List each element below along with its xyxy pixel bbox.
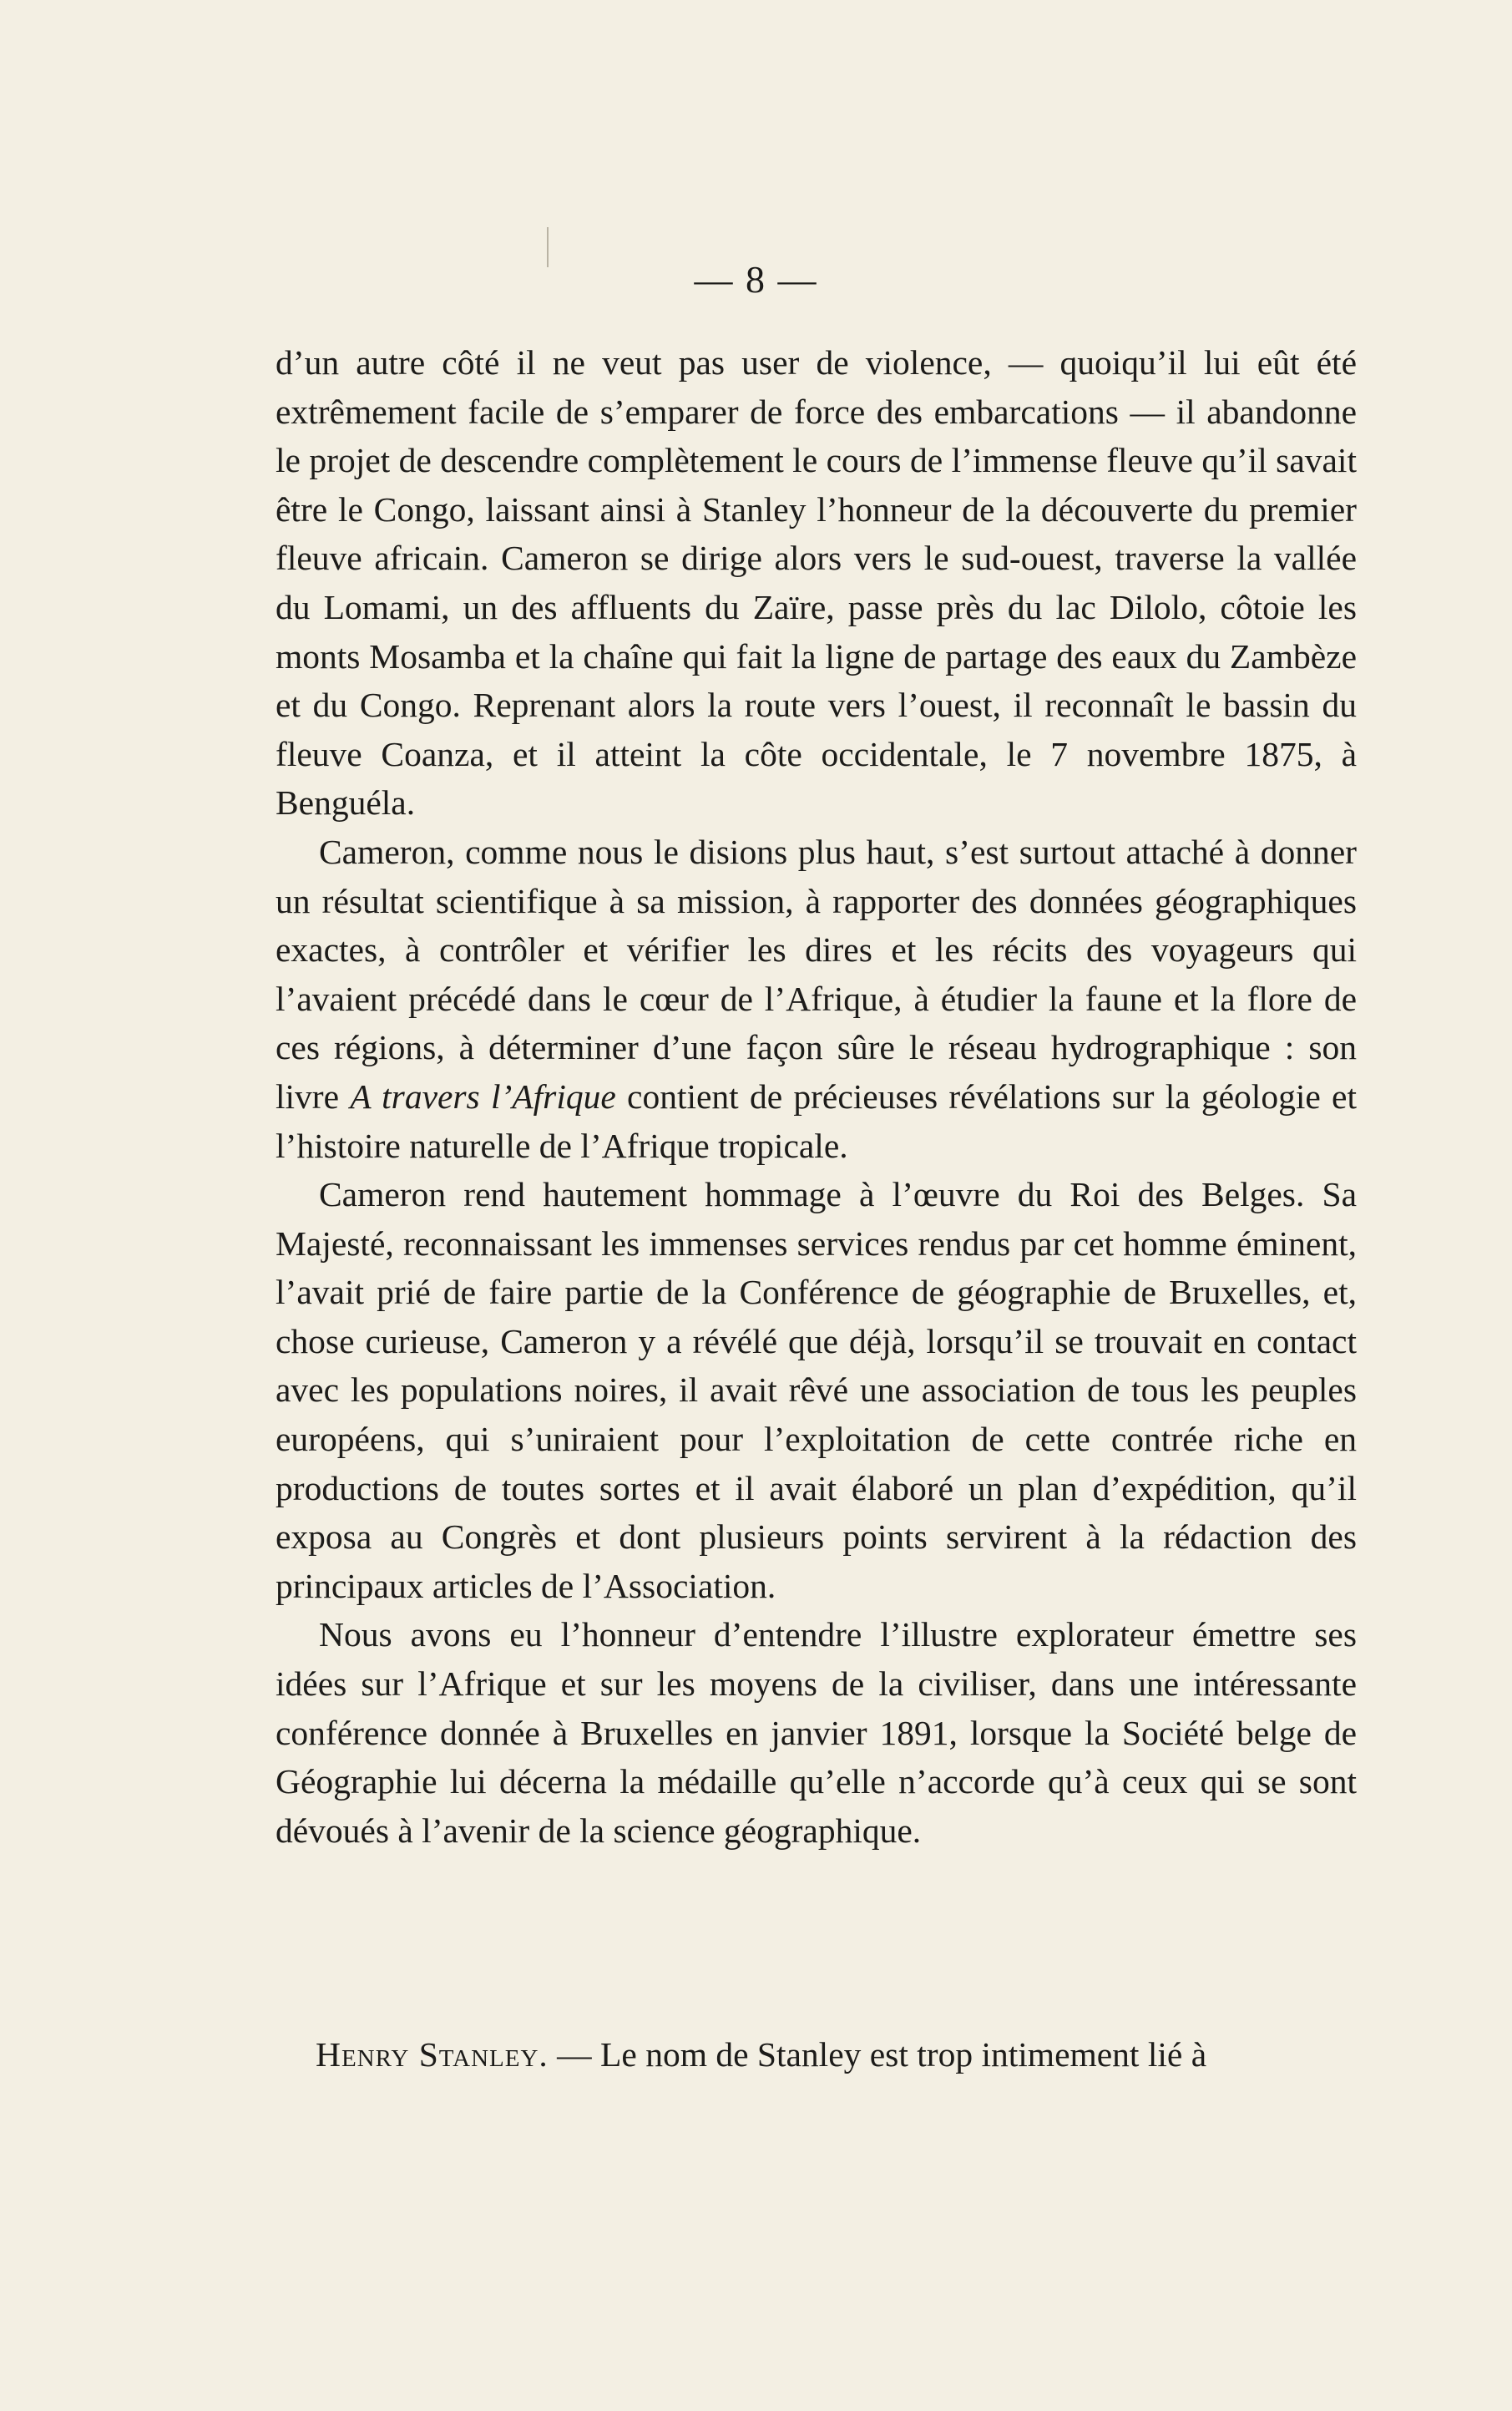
body-text xyxy=(276,338,1357,1855)
paragraph-1: d’un autre côté il ne veut pas user de violence, — quoiqu’il lui eût été extrêmement facile de s’emparer de force des embarcations — il abandonne le projet de descendre complètement le cours de l’immense fleuve qu’il savait être le Congo, laissant ainsi à Stanley l’honneur de la découverte du premier fleuve africain. Cameron se dirige alors vers le sud-ouest, traverse la vallée du Lomami, un des affluents du Zaïre, passe près du lac Dilolo, côtoie les monts Mosamba et la chaîne qui fait la ligne de partage des eaux du Zambèze et du Congo. Reprenant alors la route vers l’ouest, il reconnaît le bassin du fleuve Coanza, et il atteint la côte occidentale, le 7 novembre 1875, à Benguéla. xyxy=(276,343,1357,823)
section-heading: Henry Stanley. xyxy=(316,2035,549,2074)
next-section xyxy=(316,2030,1357,2079)
paragraph-2 xyxy=(276,828,1357,1170)
page-number: — 8 — xyxy=(694,258,818,301)
paragraph-2-text-before: Cameron, comme nous le disions plus haut, s’est surtout attaché à donner un résultat scientifique à sa mission, à rapporter des données géographiques exactes, à contrôler et vérifier les dires et les récits des voyageurs qui l’avaient précédé dans le cœur de l’Afrique, à étudier la faune et la flore de ces régions, à déterminer d’une façon sûre le réseau hydrographique : son livre xyxy=(276,832,1357,1116)
paragraph-4: Nous avons eu l’honneur d’entendre l’illustre explorateur émettre ses idées sur l’Afrique et sur les moyens de la civiliser, dans une intéressante conférence donnée à Bruxelles en janvier 1891, lorsque la Société belge de Géographie lui décerna la médaille qu’elle n’accorde qu’à ceux qui se sont dévoués à l’avenir de la science géographique. xyxy=(276,1615,1357,1850)
book-title: A travers l’Afrique xyxy=(350,1076,616,1116)
paragraph-3: Cameron rend hautement hommage à l’œuvre du Roi des Belges. Sa Majesté, reconnaissant les immenses services rendus par cet homme éminent, l’avait prié de faire partie de la Conférence de géographie de Bruxelles, et, chose curieuse, Cameron y a révélé que déjà, lorsqu’il se trouvait en contact avec les populations noires, il avait rêvé une association de tous les peuples européens, qui s’uniraient pour l’exploitation de cette contrée riche en productions de toutes sortes et il avait élaboré un plan d’expédition, qu’il exposa au Congrès et dont plusieurs points servirent à la rédaction des principaux articles de l’Association. xyxy=(276,1175,1357,1605)
section-text: — Le nom de Stanley est trop intimement lié à xyxy=(548,2035,1207,2074)
paragraph-2-text-after: contient de précieuses révélations sur la géologie et l’histoire naturelle de l’Afrique tropicale. xyxy=(276,1076,1357,1165)
